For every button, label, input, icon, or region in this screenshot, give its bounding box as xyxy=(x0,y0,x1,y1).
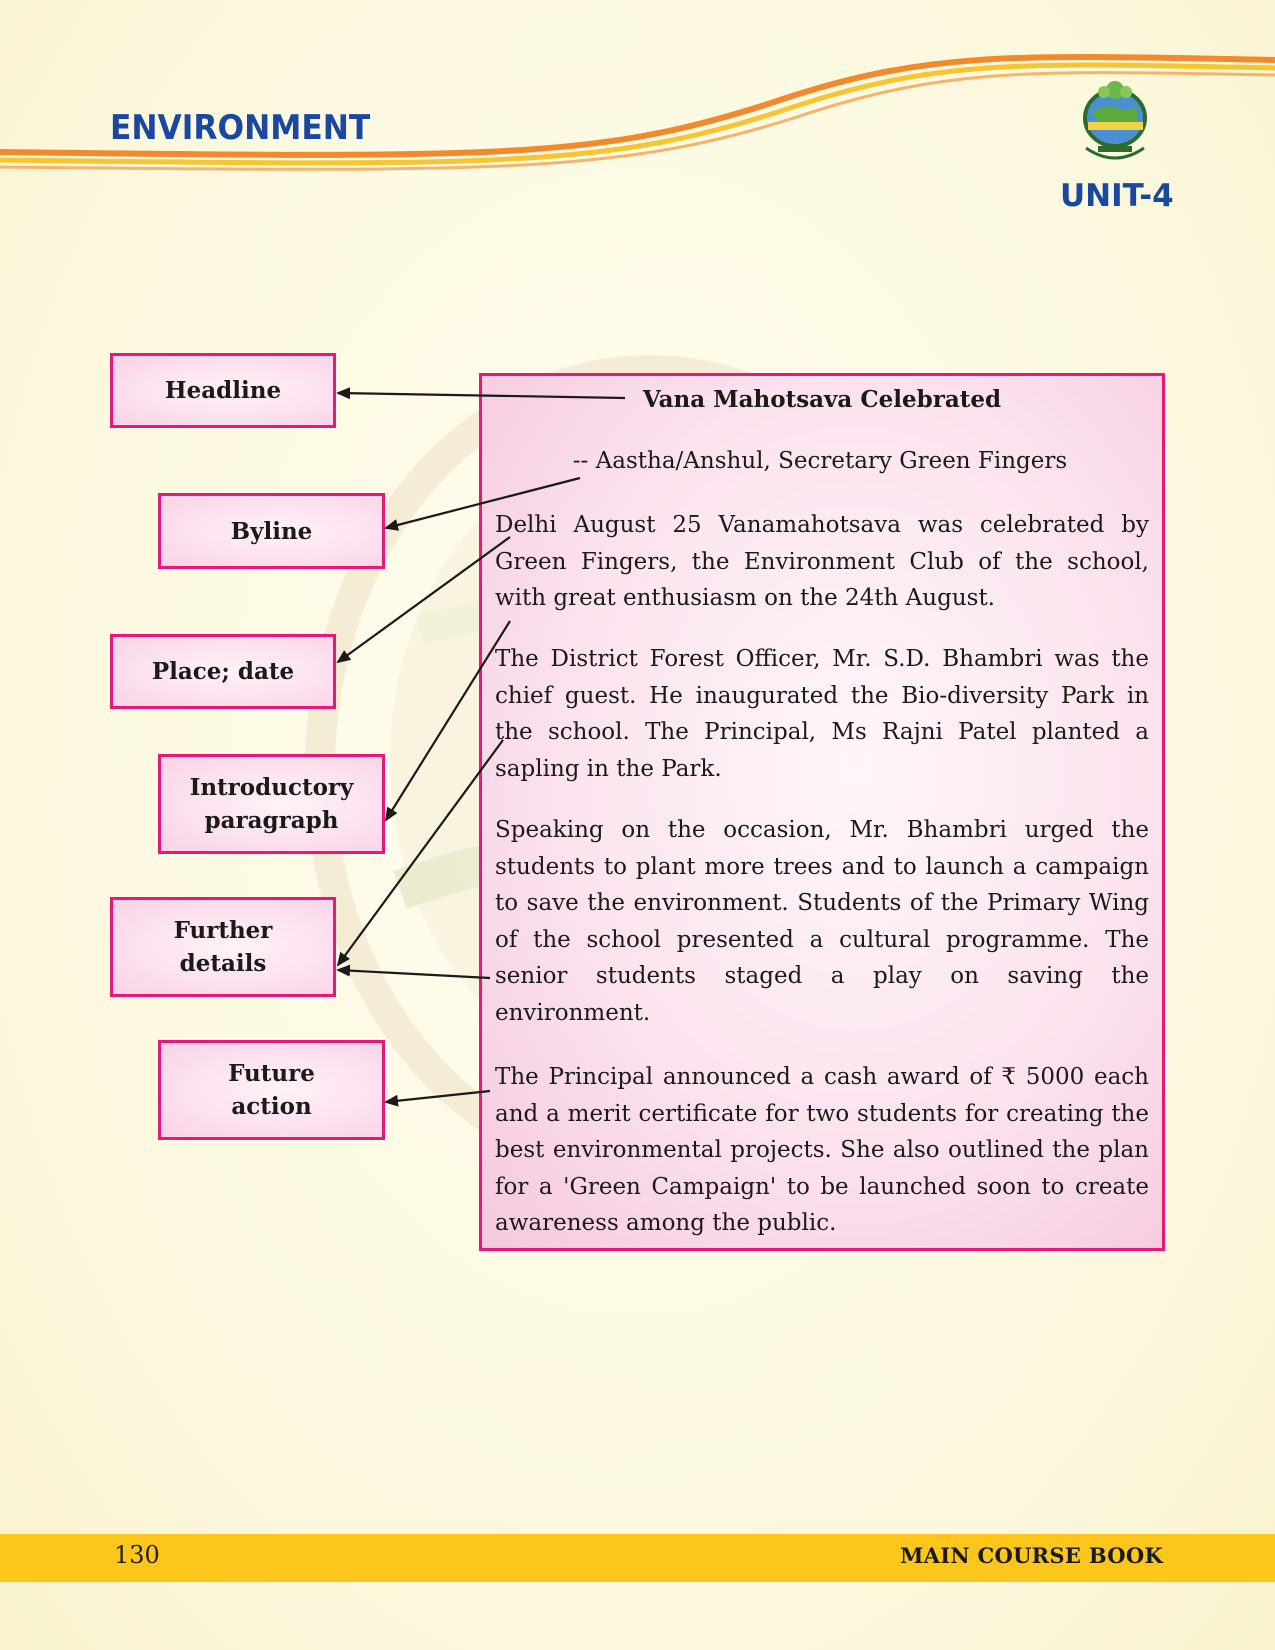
introductory-paragraph-label: Introductory paragraph xyxy=(158,754,385,854)
book-title: MAIN COURSE BOOK xyxy=(900,1543,1163,1568)
arrow-headline xyxy=(338,393,625,398)
further-details-label: Further details xyxy=(110,897,336,997)
article-paragraph-2: The District Forest Officer, Mr. S.D. Bhambri was the chief guest. He inaugurated the Bio-diversity Park in the school. The Principal, Ms Rajni Patel planted a sapling in the Park. xyxy=(495,646,1149,782)
arrow-introductory xyxy=(386,621,510,820)
arrow-further-from-para2 xyxy=(338,740,503,965)
article-paragraph-3: Speaking on the occasion, Mr. Bhambri urged the students to plant more trees and to launch a campaign to save the environment. Students of the Primary Wing of the school presented a cultural programme. The senior students staged a play on saving the environment. xyxy=(495,817,1149,1026)
section-title: ENVIRONMENT xyxy=(110,108,371,148)
place-date-label: Place; date xyxy=(110,634,336,709)
future-action-label: Future action xyxy=(158,1040,385,1140)
arrow-future-action xyxy=(386,1091,490,1102)
article-paragraph-1: Delhi August 25 Vanamahotsava was celebrated by Green Fingers, the Environment Club of the school, with great enthusiasm on the 24th August. xyxy=(495,512,1149,611)
page-number: 130 xyxy=(114,1541,160,1569)
unit-label: UNIT-4 xyxy=(1060,178,1174,214)
arrow-place-date xyxy=(338,537,510,662)
byline-label: Byline xyxy=(158,493,385,569)
article-headline: Vana Mahotsava Celebrated xyxy=(642,386,1002,413)
arrow-byline xyxy=(386,478,580,528)
headline-label: Headline xyxy=(110,353,336,428)
article-paragraph-4: The Principal announced a cash award of ₹ 5000 each and a merit certificate for two students for creating the best environmental projects. She also outlined the plan for a 'Green Campaign' to be launched soon to create awareness among the public. xyxy=(495,1064,1149,1236)
arrow-further-from-para3 xyxy=(338,970,490,978)
article-byline: -- Aastha/Anshul, Secretary Green Fingers xyxy=(572,448,1068,474)
